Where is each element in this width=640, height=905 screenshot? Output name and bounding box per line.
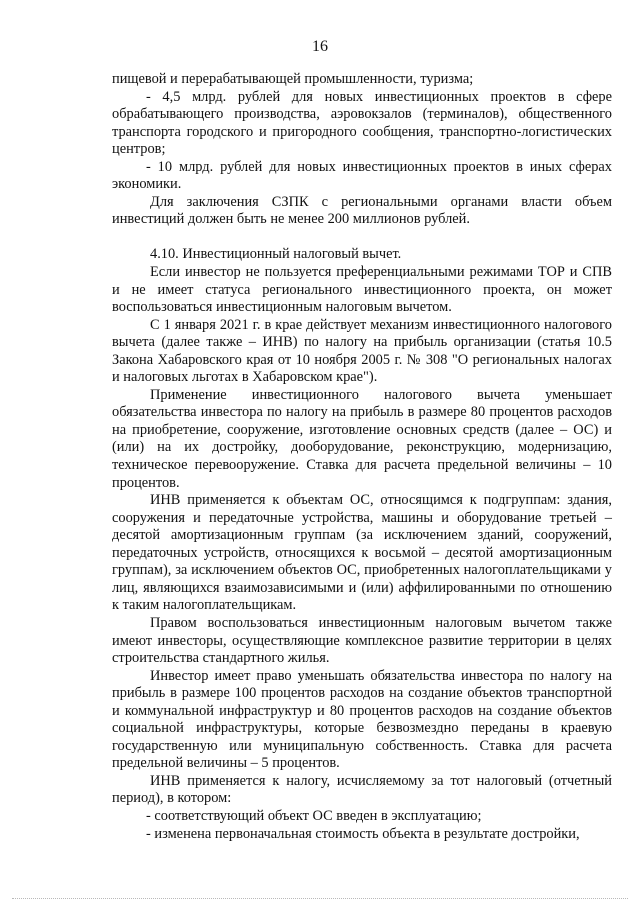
paragraph: ИНВ применяется к налогу, исчисляемому за тот налоговый (отчетный период), в котором: bbox=[112, 772, 612, 807]
paragraph: - соответствующий объект ОС введен в эксплуатацию; bbox=[146, 807, 482, 824]
paragraph: Для заключения СЗПК с региональными органами власти объем инвестиций должен быть не менее 200 миллионов рублей. bbox=[112, 193, 612, 228]
paragraph: - изменена первоначальная стоимость объекта в результате достройки, bbox=[146, 825, 580, 842]
paragraph: С 1 января 2021 г. в крае действует механизм инвестиционного налогового вычета (далее также – ИНВ) по налогу на прибыль организации (статья 10.5 Закона Хабаровского края от 10 ноября 2005 г. № 308 "О региональных налогах и налоговых льготах в Хабаровском крае"). bbox=[112, 316, 612, 386]
document-body bbox=[112, 71, 612, 843]
page-number: 16 bbox=[312, 38, 328, 55]
paragraph: Инвестор имеет право уменьшать обязательства инвестора по налогу на прибыль в размере 100 процентов расходов на создание объектов транспортной и коммунальной инфраструктур и 80 процентов расходов на создание объектов социальной инфраструктуры, которые безвозмездно переданы в краевую государственную или муниципальную собственность. Ставка для расчета предельной величины – 5 процентов. bbox=[112, 667, 612, 772]
paragraph: Если инвестор не пользуется преференциальными режимами ТОР и СПВ и не имеет статуса регионального инвестиционного проекта, он может воспользоваться инвестиционным налоговым вычетом. bbox=[112, 264, 612, 316]
paragraph: ИНВ применяется к объектам ОС, относящимся к подгруппам: здания, сооружения и передаточные устройства, машины и оборудование третьей – десятой амортизационным группам (за исключением зданий, сооружений, передаточных устройств, относящихся к восьмой – десятой амортизационным группам), за исключением объектов ОС, приобретенных налогоплательщиками у лиц, являющихся взаимозависимыми и (или) аффилированными по отношению к таким налогоплательщикам. bbox=[112, 492, 612, 614]
paragraph: - 4,5 млрд. рублей для новых инвестиционных проектов в сфере обрабатывающего производства, аэровокзалов (терминалов), общественного транспорта городского и пригородного сообщения, транспортно-логистических центров; bbox=[112, 88, 612, 158]
paragraph: 4.10. Инвестиционный налоговый вычет. bbox=[150, 246, 402, 263]
paragraph: пищевой и перерабатывающей промышленности, туризма; bbox=[112, 71, 474, 87]
paragraph: Правом воспользоваться инвестиционным налоговым вычетом также имеют инвесторы, осуществляющие комплексное развитие территории в целях строительства стандартного жилья. bbox=[112, 614, 612, 667]
paragraph-gap bbox=[112, 229, 612, 247]
scan-edge-line bbox=[12, 898, 628, 899]
paragraph: Применение инвестиционного налогового вычета уменьшает обязательства инвестора по налогу на прибыль в размере 80 процентов расходов на приобретение, сооружение, изготовление основных средств (далее – ОС) и (или) на их достройку, дооборудование, реконструкцию, модернизацию, техническое перевооружение. Ставка для расчета предельной величины – 10 процентов. bbox=[112, 386, 612, 491]
paragraph: - 10 млрд. рублей для новых инвестиционных проектов в иных сферах экономики. bbox=[112, 158, 612, 193]
